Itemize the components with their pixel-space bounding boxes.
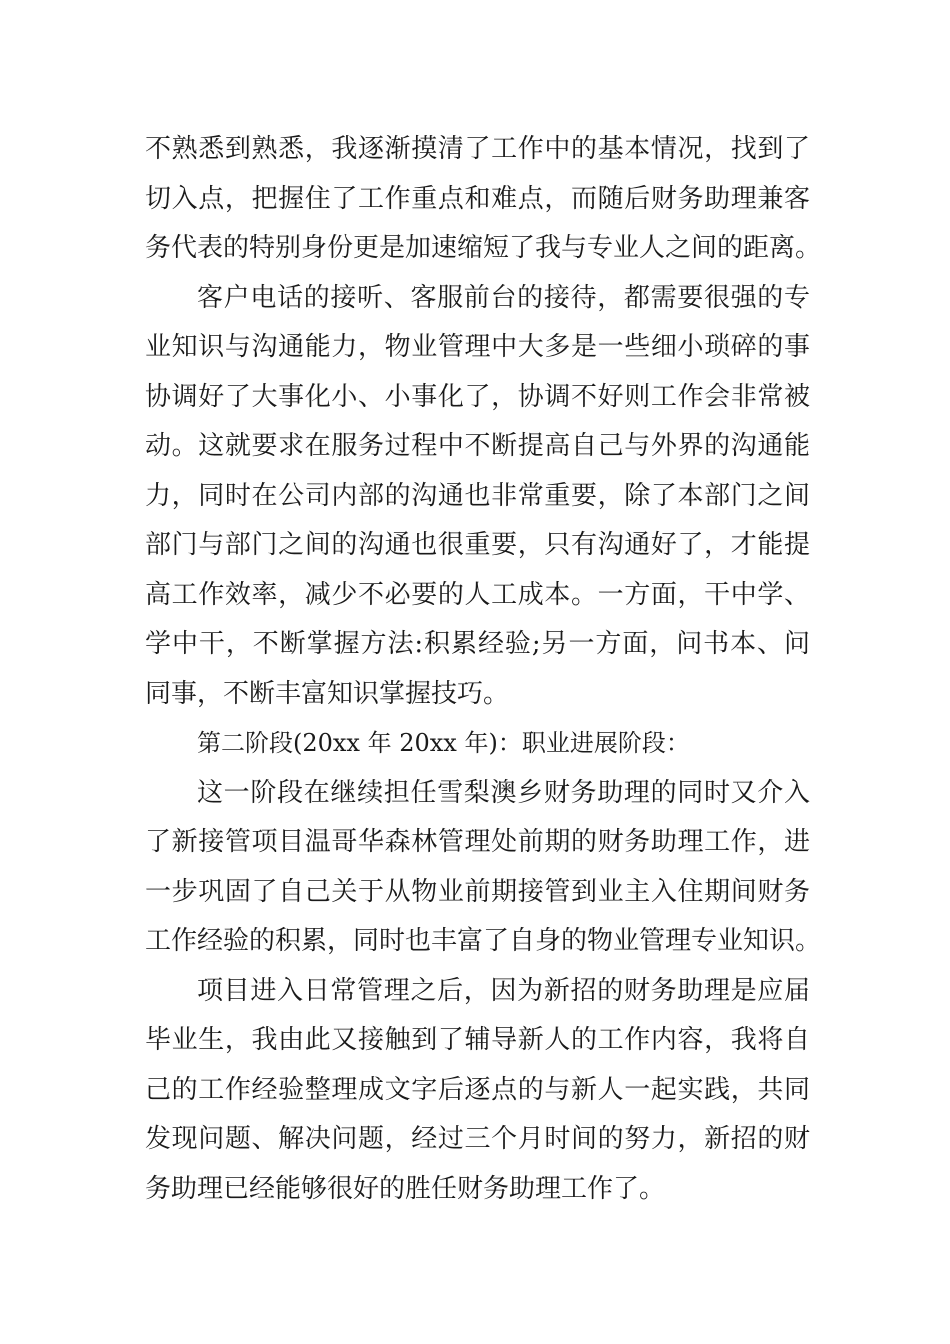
text-line: 学中干，不断掌握方法:积累经验;另一方面，问书本、问 xyxy=(145,629,810,659)
section-heading: 第二阶段(20xx 年 20xx 年)：职业进展阶段： xyxy=(197,729,690,757)
text-line: 这一阶段在继续担任雪梨澳乡财务助理的同时又介入 xyxy=(197,777,810,808)
text-line: 务助理已经能够很好的胜任财务助理工作了。 xyxy=(145,1173,666,1204)
document-body xyxy=(145,125,822,1214)
text-line: 客户电话的接听、客服前台的接待，都需要很强的专 xyxy=(197,282,810,313)
text-line: 不熟悉到熟悉，我逐渐摸清了工作中的基本情况，找到了 xyxy=(145,134,810,164)
text-line: 动。这就要求在服务过程中不断提高自己与外界的沟通能 xyxy=(145,431,810,461)
text-line: 己的工作经验整理成文字后逐点的与新人一起实践，共同 xyxy=(145,1074,810,1105)
text-line: 高工作效率，减少不必要的人工成本。一方面，干中学、 xyxy=(145,579,810,610)
text-line: 一步巩固了自己关于从物业前期接管到业主入住期间财务 xyxy=(145,876,810,907)
text-line: 务代表的特别身份更是加速缩短了我与专业人之间的距离。 xyxy=(145,233,822,263)
text-line: 工作经验的积累，同时也丰富了自身的物业管理专业知识。 xyxy=(145,926,822,956)
text-line: 毕业生，我由此又接触到了辅导新人的工作内容，我将自 xyxy=(145,1025,810,1055)
text-line: 了新接管项目温哥华森林管理处前期的财务助理工作，进 xyxy=(145,827,810,857)
text-line: 协调好了大事化小、小事化了，协调不好则工作会非常被 xyxy=(145,381,810,412)
text-line: 业知识与沟通能力，物业管理中大多是一些细小琐碎的事 xyxy=(145,332,810,362)
text-line: 切入点，把握住了工作重点和难点，而随后财务助理兼客 xyxy=(145,183,810,214)
text-line: 发现问题、解决问题，经过三个月时间的努力，新招的财 xyxy=(145,1124,810,1154)
text-line: 力，同时在公司内部的沟通也非常重要，除了本部门之间 xyxy=(145,480,810,511)
text-line: 项目进入日常管理之后，因为新招的财务助理是应届 xyxy=(197,975,810,1006)
text-line: 同事，不断丰富知识掌握技巧。 xyxy=(145,678,510,709)
text-line: 部门与部门之间的沟通也很重要，只有沟通好了，才能提 xyxy=(145,530,810,560)
